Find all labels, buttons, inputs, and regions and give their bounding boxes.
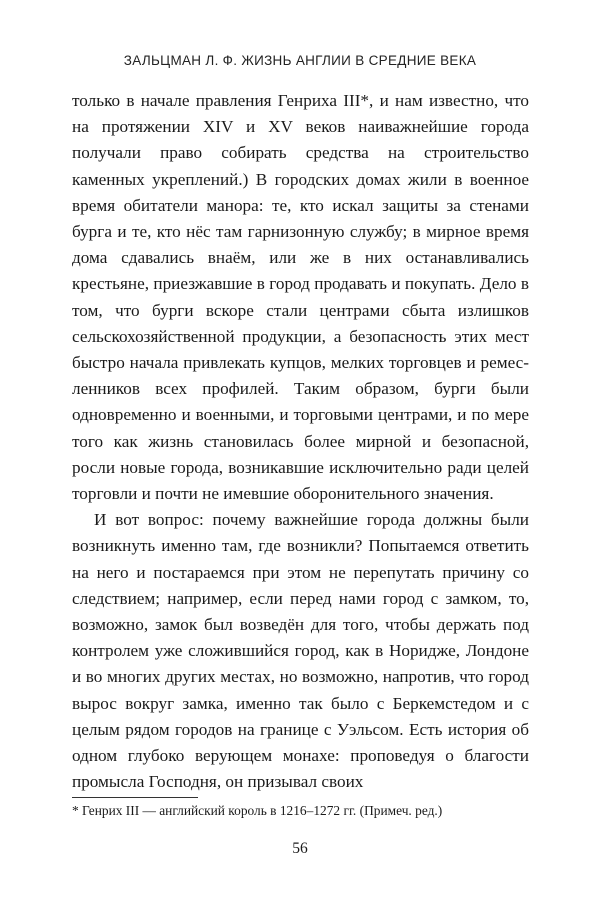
paragraph: только в начале правления Генриха III*, и нам известно, что на протяжении XIV и XV веков наиважнейшие города получали право собирать средства на строительство каменных укреплений.) В городских домах жили в военное время обитатели манора: те, кто искал защиты за стенами бурга и те, кто нёс там гарнизонную службу; в мирное время дома сдавались внаём, или же в них останавливались крестьяне, приезжавшие в город продавать и покупать. Дело в том, что бурги вскоре стали центрами сбыта излишков сельскохозяйственной продукции, а безопасность этих мест быстро начала привлекать купцов, мелких торговцев и ремесленников всех профилей. Таким образом, бурги были одновременно и военными, и торговыми центрами, и по мере того как жизнь становилась более мирной и безопасной, росли новые города, возникавшие исключительно ради целей торговли и почти не имевшие оборонительного значения. bbox=[72, 91, 529, 504]
footnote-divider bbox=[72, 797, 198, 798]
body-text bbox=[72, 88, 529, 795]
running-head: ЗАЛЬЦМАН Л. Ф. ЖИЗНЬ АНГЛИИ В СРЕДНИЕ ВЕКА bbox=[123, 53, 477, 68]
page-number: 56 bbox=[292, 840, 308, 857]
paragraph: И вот вопрос: почему важнейшие города должны были возникнуть именно там, где возникли? Попытаемся ответить на него и постараемся при этом не перепутать причину со следствием; например, если перед нами город с замком, то, возможно, замок был возведён для того, чтобы держать под контролем уже сложившийся город, как в Норидже, Лондоне и во многих других местах, но возможно, напротив, что город вырос вокруг замка, именно так было с Беркемстедом и с целым рядом городов на границе с Уэльсом. Есть история об одном глубоко верующем монахе: проповедуя о благости промысла Господня, он призывал своих bbox=[72, 510, 529, 792]
footnote: * Генрих III — английский король в 1216–1272 гг. (Примеч. ред.) bbox=[72, 803, 443, 818]
